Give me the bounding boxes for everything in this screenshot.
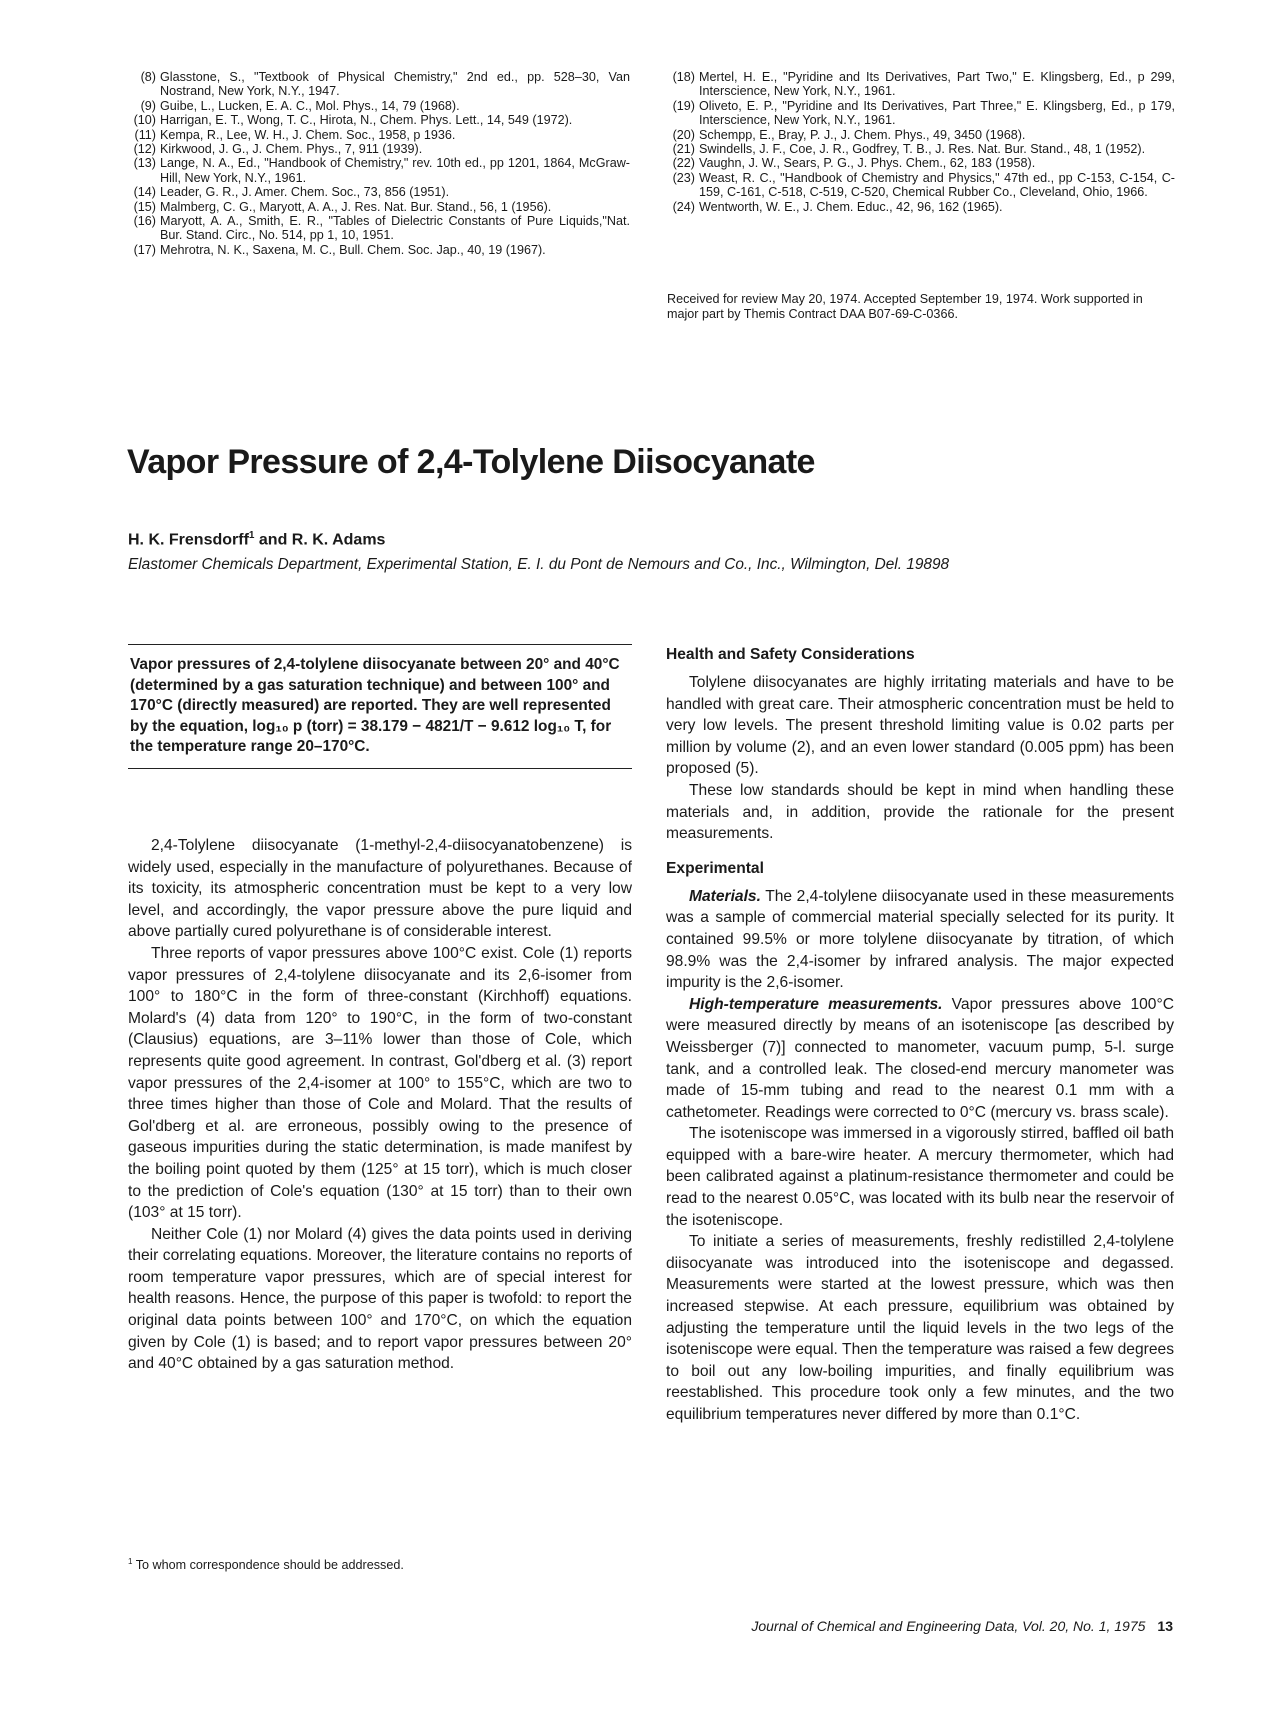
reference-number: (19) — [672, 98, 695, 113]
footnote-marker: 1 — [128, 1557, 133, 1566]
reference-entry — [128, 99, 630, 113]
reference-number: (24) — [672, 199, 695, 214]
reference-text: Malmberg, C. G., Maryott, A. A., J. Res. Nat. Bur. Stand., 56, 1 (1956). — [160, 199, 552, 214]
footnote — [128, 1557, 404, 1572]
body-paragraph: 2,4-Tolylene diisocyanate (1-methyl-2,4-diisocyanatobenzene) is widely used, especially in the manufacture of polyurethanes. Because of its toxicity, its atmospheric concentration must be kept to a very low level, and accordingly, the vapor pressure above the pure liquid and above partially cured polyurethane is of considerable interest. — [128, 837, 632, 941]
author-name: and R. K. Adams — [254, 531, 386, 549]
run-in-heading: Materials. — [689, 887, 761, 905]
reference-text: Mehrotra, N. K., Saxena, M. C., Bull. Chem. Soc. Jap., 40, 19 (1967). — [160, 242, 546, 257]
reference-number: (23) — [672, 170, 695, 185]
reference-number: (10) — [133, 113, 156, 128]
references-right-column — [667, 70, 1175, 214]
reference-text: Harrigan, E. T., Wong, T. C., Hirota, N., Chem. Phys. Lett., 14, 549 (1972). — [160, 113, 573, 128]
body-paragraph: Tolylene diisocyanates are highly irritating materials and have to be handled with great care. Their atmospheric concentration must be held to very low levels. The present threshold limiting value is 0.02 parts per million by volume (2), and an even lower standard (0.005 ppm) has been proposed (5). — [666, 674, 1174, 778]
reference-text: Kirkwood, J. G., J. Chem. Phys., 7, 911 (1939). — [160, 142, 423, 157]
author-line — [128, 530, 385, 549]
reference-number: (14) — [133, 185, 156, 200]
reference-entry — [128, 113, 630, 127]
reference-number: (21) — [672, 142, 695, 157]
reference-entry — [128, 128, 630, 142]
abstract-text: Vapor pressures of 2,4-tolylene diisocyanate between 20° and 40°C (determined by a gas saturation technique) and between 100° and 170°C (directly measured) are reported. They are well represented by the equation, log₁₀ p (torr) = 38.179 − 4821/T − 9.612 log₁₀ T, for the temperature range 20–170°C. — [130, 656, 620, 756]
reference-text: Vaughn, J. W., Sears, P. G., J. Phys. Chem., 62, 183 (1958). — [699, 156, 1036, 171]
reference-number: (22) — [672, 156, 695, 171]
page-footer — [751, 1618, 1173, 1634]
reference-entry — [128, 214, 630, 243]
received-note: Received for review May 20, 1974. Accepted September 19, 1974. Work supported in major part by Themis Contract DAA B07-69-C-0366. — [667, 292, 1143, 321]
run-in-heading: High-temperature measurements. — [689, 995, 943, 1013]
reference-number: (18) — [672, 70, 695, 84]
body-paragraph: Neither Cole (1) nor Molard (4) gives the data points used in deriving their correlating equations. Moreover, the literature contains no reports of room temperature vapor pressures, which are of special interest for health reasons. Hence, the purpose of this paper is twofold: to report the original data points between 100° and 170°C, on which the equation given by Cole (1) is based; and to report vapor pressures between 20° and 40°C obtained by a gas saturation method. — [128, 1225, 632, 1373]
reference-text: Maryott, A. A., Smith, E. R., "Tables of Dielectric Constants of Pure Liquids,"Nat. Bur. Stand. Circ., No. 514, pp 1, 10, 1951. — [160, 214, 630, 243]
reference-entry — [128, 185, 630, 199]
body-paragraph — [666, 886, 1174, 994]
reference-number: (9) — [140, 98, 156, 113]
reference-text: Kempa, R., Lee, W. H., J. Chem. Soc., 1958, p 1936. — [160, 127, 456, 142]
reference-entry — [667, 70, 1175, 99]
reference-number: (8) — [140, 70, 156, 84]
reference-entry — [128, 142, 630, 156]
reference-number: (11) — [134, 127, 156, 142]
footnote-marker: 1 — [248, 530, 255, 541]
reference-entry — [667, 142, 1175, 156]
reference-number: (20) — [672, 127, 695, 142]
body-paragraph: The isoteniscope was immersed in a vigorously stirred, baffled oil bath equipped with a bare-wire heater. A mercury thermometer, which had been calibrated against a platinum-resistance thermometer and could be read to the nearest 0.05°C, was located with its bulb near the reservoir of the isoteniscope. — [666, 1125, 1174, 1229]
reference-text: Mertel, H. E., "Pyridine and Its Derivatives, Part Two," E. Klingsberg, Ed., p 299, Interscience, New York, N.Y., 1961. — [699, 70, 1175, 99]
reference-text: Schempp, E., Bray, P. J., J. Chem. Phys., 49, 3450 (1968). — [699, 127, 1026, 142]
reference-entry — [667, 171, 1175, 200]
reference-entry — [128, 243, 630, 257]
reference-entry — [128, 156, 630, 185]
reference-number: (15) — [133, 199, 156, 214]
reference-number: (12) — [133, 142, 156, 157]
reference-number: (16) — [133, 214, 156, 229]
body-paragraph — [666, 994, 1174, 1124]
article-title: Vapor Pressure of 2,4-Tolylene Diisocyanate — [127, 443, 815, 481]
body-left-column — [128, 835, 632, 1375]
author-name: H. K. Frensdorff — [128, 531, 249, 549]
reference-number: (17) — [133, 242, 156, 257]
journal-citation: Journal of Chemical and Engineering Data, Vol. 20, No. 1, 1975 — [751, 1618, 1146, 1634]
reference-entry — [667, 99, 1175, 128]
body-paragraph: To initiate a series of measurements, freshly redistilled 2,4-tolylene diisocyanate was introduced into the isoteniscope and degassed. Measurements were started at the lowest pressure, which was then increased stepwise. At each pressure, equilibrium was obtained by adjusting the temperature until the liquid levels in the two legs of the isoteniscope were equal. Then the temperature was raised a few degrees to boil out any low-boiling impurities, and finally equilibrium was reestablished. This procedure took only a few minutes, and the two equilibrium temperatures never differed by more than 0.1°C. — [666, 1233, 1174, 1423]
reference-text: Lange, N. A., Ed., "Handbook of Chemistry," rev. 10th ed., pp 1201, 1864, McGraw-Hill, New York, N.Y., 1961. — [160, 156, 630, 185]
reference-text: Leader, G. R., J. Amer. Chem. Soc., 73, 856 (1951). — [160, 185, 450, 200]
paragraph-text: The 2,4-tolylene diisocyanate used in these measurements was a sample of commercial material specially selected for its purity. It contained 99.5% or more tolylene diisocyanate by titration, of which 98.9% was the 2,4-isomer by infrared analysis. The major expected impurity is the 2,6-isomer. — [666, 887, 1174, 992]
reference-entry — [667, 128, 1175, 142]
reference-text: Wentworth, W. E., J. Chem. Educ., 42, 96, 162 (1965). — [699, 199, 1003, 214]
reference-text: Guibe, L., Lucken, E. A. C., Mol. Phys., 14, 79 (1968). — [160, 98, 460, 113]
reference-text: Oliveto, E. P., "Pyridine and Its Derivatives, Part Three," E. Klingsberg, Ed., p 179, Interscience, New York, N.Y., 1961. — [699, 98, 1175, 128]
body-paragraph: Three reports of vapor pressures above 100°C exist. Cole (1) reports vapor pressures of 2,4-tolylene diisocyanate and its 2,6-isomer from 100° to 180°C in the form of three-constant (Kirchhoff) equations. Molard's (4) data from 120° to 190°C, in the form of two-constant (Clausius) equations, are 3–11% lower than those of Cole, which represents quite good agreement. In contrast, Gol'dberg et al. (3) report vapor pressures of the 2,4-isomer at 100° to 155°C, which are two to three times higher than those of Cole and Molard. That the results of Gol'dberg et al. are erroneous, possibly owing to the presence of gaseous impurities during the static determination, is made manifest by the boiling point quoted by them (125° at 15 torr), which is much closer to the prediction of Cole's equation (130° at 15 torr) than to their own (103° at 15 torr). — [128, 944, 632, 1222]
reference-number: (13) — [133, 156, 156, 171]
reference-text: Swindells, J. F., Coe, J. R., Godfrey, T. B., J. Res. Nat. Bur. Stand., 48, 1 (1952). — [699, 142, 1146, 157]
section-heading: Experimental — [666, 859, 764, 877]
reference-entry — [667, 156, 1175, 170]
page-number: 13 — [1157, 1618, 1173, 1634]
body-paragraph: These low standards should be kept in mind when handling these materials and, in addition, provide the rationale for the present measurements. — [666, 781, 1174, 843]
body-right-column — [666, 644, 1174, 1426]
references-left-column — [128, 70, 630, 257]
abstract-box — [128, 644, 632, 769]
section-heading: Health and Safety Considerations — [666, 646, 915, 663]
paragraph-text: Vapor pressures above 100°C were measured directly by means of an isoteniscope [as described by Weissberger (7)] connected to manometer, vacuum pump, 5-l. surge tank, and a controlled leak. The closed-end mercury manometer was made of 15-mm tubing and read to the nearest 0.1 mm with a cathetometer. Readings were corrected to 0°C (mercury vs. brass scale). — [666, 995, 1174, 1121]
reference-entry — [667, 200, 1175, 214]
reference-entry — [128, 200, 630, 214]
reference-text: Glasstone, S., "Textbook of Physical Chemistry," 2nd ed., pp. 528–30, Van Nostrand, New York, N.Y., 1947. — [160, 70, 630, 99]
footnote-text: To whom correspondence should be addressed. — [132, 1558, 404, 1573]
reference-entry — [128, 70, 630, 99]
reference-text: Weast, R. C., "Handbook of Chemistry and Physics," 47th ed., pp C-153, C-154, C-159, C-161, C-518, C-519, C-520, Chemical Rubber Co., Cleveland, Ohio, 1966. — [699, 170, 1175, 200]
affiliation: Elastomer Chemicals Department, Experimental Station, E. I. du Pont de Nemours and Co., Inc., Wilmington, Del. 19898 — [128, 556, 950, 573]
